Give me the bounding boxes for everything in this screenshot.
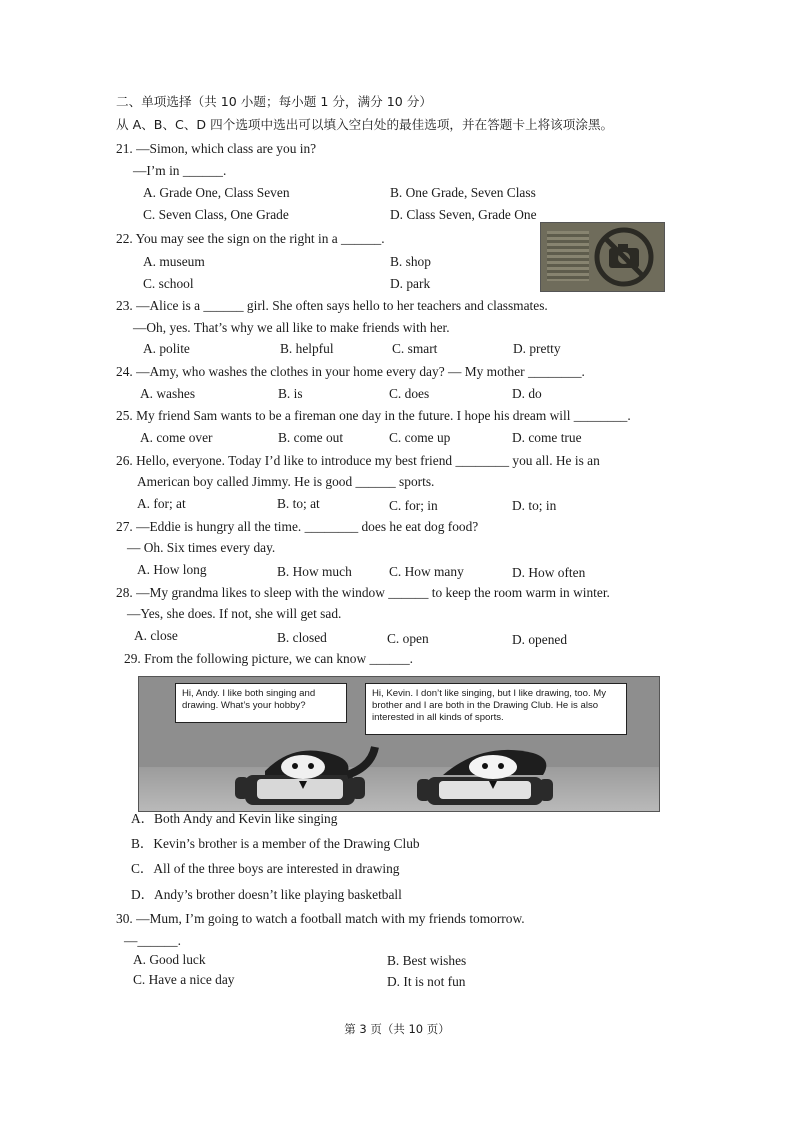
character-right-icon	[413, 733, 563, 811]
q27-option-c[interactable]: C. How many	[389, 564, 464, 579]
question-25: 25. My friend Sam wants to be a fireman one day in the future. I hope his dream will ________.	[116, 408, 631, 423]
q29-option-b[interactable]: B．Kevin’s brother is a member of the Drawing Club	[131, 836, 420, 851]
q28-option-d[interactable]: D. opened	[512, 632, 568, 647]
q27-option-a[interactable]: A. How long	[137, 562, 207, 577]
no-camera-icon	[589, 226, 659, 288]
q28-option-b[interactable]: B. closed	[277, 630, 327, 645]
question-29: 29. From the following picture, we can know ______.	[124, 651, 413, 666]
question-28-line-2: —Yes, she does. If not, she will get sad.	[127, 606, 342, 621]
question-23: 23. —Alice is a ______ girl. She often says hello to her teachers and classmates.	[116, 298, 548, 313]
q23-option-b[interactable]: B. helpful	[280, 341, 334, 356]
q29-option-c[interactable]: C．All of the three boys are interested in drawing	[131, 861, 400, 876]
q28-option-c[interactable]: C. open	[387, 631, 429, 646]
question-26: 26. Hello, everyone. Today I’d like to introduce my best friend ________ you all. He is an	[116, 453, 600, 468]
q29-option-d[interactable]: D．Andy’s brother doesn’t like playing basketball	[131, 887, 402, 902]
question-26-line-2: American boy called Jimmy. He is good ______ sports.	[137, 474, 435, 489]
sign-text-block	[547, 231, 589, 281]
question-30-line-2: —______.	[124, 933, 181, 948]
q30-option-a[interactable]: A. Good luck	[133, 952, 206, 967]
q28-option-a[interactable]: A. close	[134, 628, 178, 643]
q24-option-d[interactable]: D. do	[512, 386, 542, 401]
q30-option-b[interactable]: B. Best wishes	[387, 953, 467, 968]
q29-option-a[interactable]: A．Both Andy and Kevin like singing	[131, 811, 338, 826]
q30-option-c[interactable]: C. Have a nice day	[133, 972, 235, 987]
q21-option-b[interactable]: B. One Grade, Seven Class	[390, 185, 536, 200]
comic-picture	[138, 676, 660, 812]
q25-option-d[interactable]: D. come true	[512, 430, 582, 445]
q24-option-a[interactable]: A. washes	[140, 386, 196, 401]
section-heading: 二、单项选择（共 10 小题；每小题 1 分，满分 10 分）	[116, 94, 432, 109]
q25-option-b[interactable]: B. come out	[278, 430, 344, 445]
question-22: 22. You may see the sign on the right in a ______.	[116, 231, 385, 246]
q26-option-c[interactable]: C. for; in	[389, 498, 438, 513]
question-23-line-2: —Oh, yes. That’s why we all like to make friends with her.	[133, 320, 450, 335]
q27-option-b[interactable]: B. How much	[277, 564, 352, 579]
question-28: 28. —My grandma likes to sleep with the window ______ to keep the room warm in winter.	[116, 585, 610, 600]
q23-option-c[interactable]: C. smart	[392, 341, 438, 356]
q22-option-c[interactable]: C. school	[143, 276, 194, 291]
q21-option-d[interactable]: D. Class Seven, Grade One	[390, 207, 537, 222]
speech-bubble-kevin: Hi, Andy. I like both singing and drawing. What’s your hobby?	[175, 683, 347, 723]
character-left-icon	[235, 731, 385, 811]
sign-image	[540, 222, 665, 292]
q23-option-d[interactable]: D. pretty	[513, 341, 561, 356]
picture-floor	[139, 767, 659, 811]
question-27: 27. —Eddie is hungry all the time. ________ does he eat dog food?	[116, 519, 479, 534]
q22-option-b[interactable]: B. shop	[390, 254, 431, 269]
q21-option-a[interactable]: A. Grade One, Class Seven	[143, 185, 290, 200]
q30-option-d[interactable]: D. It is not fun	[387, 974, 466, 989]
question-21: 21. —Simon, which class are you in?	[116, 141, 317, 156]
q27-option-d[interactable]: D. How often	[512, 565, 586, 580]
speech-bubble-andy: Hi, Kevin. I don’t like singing, but I like drawing, too. My brother and I are both in the Drawing Club. He is also interested in all kinds of sports.	[365, 683, 627, 735]
q26-option-d[interactable]: D. to; in	[512, 498, 557, 513]
section-instruction: 从 A、B、C、D 四个选项中选出可以填入空白处的最佳选项，并在答题卡上将该项涂黑。	[116, 117, 614, 132]
question-30: 30. —Mum, I’m going to watch a football match with my friends tomorrow.	[116, 911, 525, 926]
q22-option-d[interactable]: D. park	[390, 276, 431, 291]
q22-option-a[interactable]: A. museum	[143, 254, 205, 269]
q25-option-c[interactable]: C. come up	[389, 430, 451, 445]
question-21-line-2: —I’m in ______.	[133, 163, 227, 178]
q26-option-a[interactable]: A. for; at	[137, 496, 186, 511]
question-27-line-2: — Oh. Six times every day.	[127, 540, 276, 555]
q23-option-a[interactable]: A. polite	[143, 341, 190, 356]
page-footer: 第 3 页（共 10 页）	[344, 1022, 450, 1036]
q26-option-b[interactable]: B. to; at	[277, 496, 320, 511]
question-24: 24. —Amy, who washes the clothes in your home every day? — My mother ________.	[116, 364, 585, 379]
q21-option-c[interactable]: C. Seven Class, One Grade	[143, 207, 289, 222]
q24-option-c[interactable]: C. does	[389, 386, 430, 401]
q25-option-a[interactable]: A. come over	[140, 430, 213, 445]
q24-option-b[interactable]: B. is	[278, 386, 303, 401]
